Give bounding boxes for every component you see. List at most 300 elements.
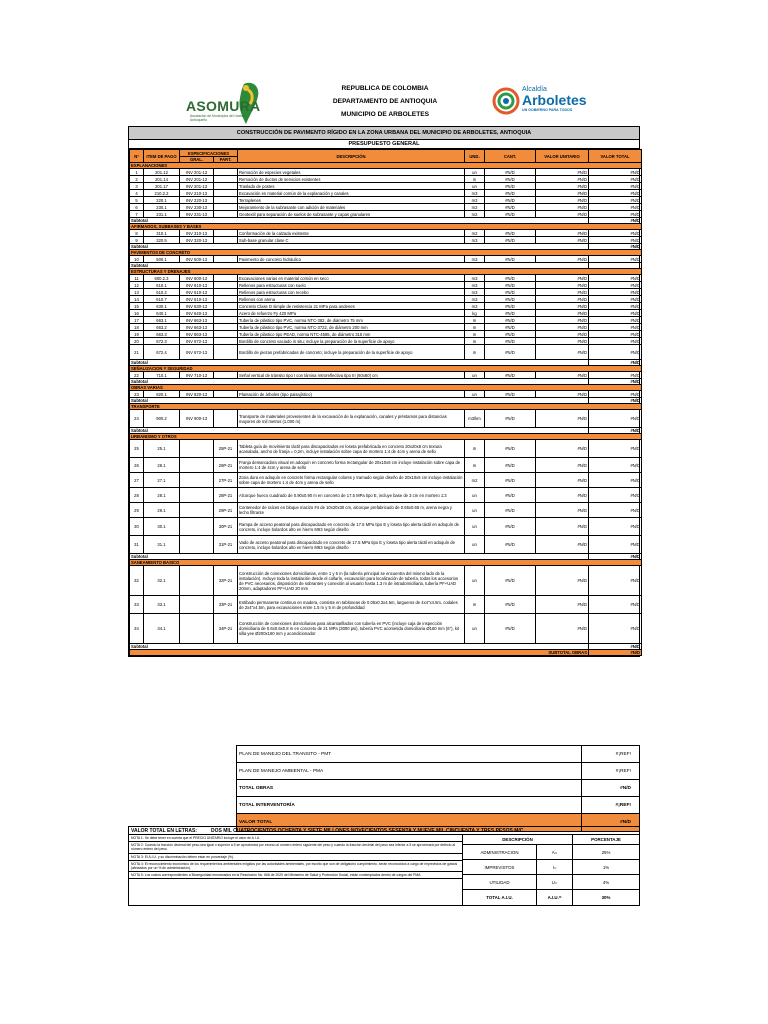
row-description: Bordillo de concreto vaciado in situ; incluye la preparación de la superficie de apoyo: [238, 338, 465, 345]
row-unit: m: [465, 345, 485, 360]
summary-row: [237, 797, 639, 814]
row-unit: m3: [465, 303, 485, 310]
note-item: NOTA 2: Cuando la fracción decimal del peso sea igual o superior a 5 se aproximará por exceso al número entero siguiente del peso y cuando la fracción decimal del peso sea inferior a 5 se aproximará por defecto al número entero del peso.: [129, 842, 462, 853]
row-spec-part: [214, 372, 238, 379]
row-item: 610.7: [144, 296, 180, 303]
table-row: [130, 317, 642, 324]
subtotal-value: #N/D: [589, 398, 642, 404]
row-total: #N/D: [589, 338, 642, 345]
aiu-symbol: I=: [537, 860, 573, 874]
row-unit-value: #N/D: [536, 458, 589, 473]
budget-sheet: [128, 126, 640, 657]
row-spec-part: [214, 338, 238, 345]
row-unit-value: #N/D: [536, 183, 589, 190]
row-unit-value: #N/D: [536, 410, 589, 428]
summary-value: #¡REF!: [615, 752, 631, 757]
note-item: NOTA 1: Se debe tener en cuenta que el PRECIO UNITARIO incluye el valor de A.I.U.: [129, 835, 462, 842]
row-unit: un: [465, 518, 485, 536]
row-quantity: #N/D: [485, 296, 536, 303]
row-unit: m2: [465, 230, 485, 237]
row-unit: m2: [465, 204, 485, 211]
row-number: 30: [130, 518, 144, 536]
row-total: #N/D: [589, 488, 642, 503]
row-item: 201.17: [144, 183, 180, 190]
row-unit: m3/km: [465, 410, 485, 428]
row-quantity: #N/D: [485, 410, 536, 428]
row-unit-value: #N/D: [536, 296, 589, 303]
row-description: Franja demarcadora visual en adoquín en concreto forma rectangular de 20x10x6 cm incluye instalación sobre capa de mortero 1:4 de 4cm y arena de sello: [238, 458, 465, 473]
row-unit-value: #N/D: [536, 289, 589, 296]
table-row: [130, 310, 642, 317]
row-unit-value: #N/D: [536, 372, 589, 379]
row-unit: m3: [465, 282, 485, 289]
row-total: #N/D: [589, 473, 642, 488]
row-unit-value: #N/D: [536, 204, 589, 211]
row-spec-gral: INV 600-13: [180, 275, 214, 282]
row-spec-gral: INV 663-13: [180, 317, 214, 324]
row-item: 672.4: [144, 345, 180, 360]
row-number: 4: [130, 190, 144, 197]
letters-text: DOS MIL CUATROCIENTOS OCHENTA Y SIETE MILLONES NOVECIENTOS SESENTA Y NUEVE MIL CINCUENTA Y TRES PESOS M/C: [211, 828, 524, 834]
table-row: [130, 372, 642, 379]
row-unit-value: #N/D: [536, 211, 589, 218]
row-item: 600.2.3: [144, 275, 180, 282]
row-quantity: #N/D: [485, 230, 536, 237]
row-total: #N/D: [589, 237, 642, 244]
table-row: [130, 289, 642, 296]
aiu-symbol: U=: [537, 875, 573, 889]
aiu-row: [463, 860, 639, 875]
aiu-symbol: A=: [537, 845, 573, 859]
row-item: 610.1: [144, 282, 180, 289]
arboletes-emblem-icon: [492, 86, 520, 116]
aiu-symbol: A.I.U.=: [537, 890, 573, 905]
row-number: 17: [130, 317, 144, 324]
row-description: Plantación de árboles (tipo paisajístico): [238, 391, 465, 398]
aiu-label: TOTAL A.I.U.: [463, 890, 537, 905]
table-row: [130, 614, 642, 644]
row-spec-part: [214, 310, 238, 317]
row-spec-part: 33P-21: [214, 596, 238, 614]
row-number: 13: [130, 289, 144, 296]
row-description: Rellenos para estructuras con recebo: [238, 289, 465, 296]
row-spec-part: [214, 317, 238, 324]
subtotal-value: #N/D: [589, 428, 642, 434]
row-quantity: #N/D: [485, 303, 536, 310]
subtotal-label: Subtotal: [130, 398, 589, 404]
table-row: [130, 303, 642, 310]
row-unit: m: [465, 176, 485, 183]
row-spec-part: [214, 275, 238, 282]
row-item: 32.1: [144, 566, 180, 596]
section-name: AFIRMADOS, SUBBASES Y BASES: [130, 224, 642, 230]
value-in-letters: [128, 826, 640, 834]
table-row: [130, 211, 642, 218]
row-spec-gral: [180, 614, 214, 644]
col-desc: DESCRIPCIÓN: [238, 150, 465, 163]
row-item: 34.1: [144, 614, 180, 644]
row-description: Rampa de acceso peatonal para discapacitado en concreto de 17.5 MPa tipo E y loseta tipo alerta táctil en adoquín de concreto, incluye bolardos alto en hierro M63 según diseño: [238, 518, 465, 536]
row-item: 26.1: [144, 458, 180, 473]
subtotal-value: #N/D: [589, 244, 642, 250]
row-unit: m3: [465, 289, 485, 296]
row-quantity: #N/D: [485, 197, 536, 204]
row-spec-part: [214, 237, 238, 244]
row-spec-gral: INV 900-13: [180, 410, 214, 428]
row-description: Señal vertical de tránsito tipo I con lámina retroreflectiva tipo III (60x60) cm: [238, 372, 465, 379]
row-description: Concreto Clase D simple de resistencia 21 MPa para andenes: [238, 303, 465, 310]
row-total: #N/D: [589, 503, 642, 518]
title-block: [320, 82, 450, 121]
row-spec-gral: INV 640-13: [180, 310, 214, 317]
row-number: 19: [130, 331, 144, 338]
row-spec-gral: INV 610-13: [180, 289, 214, 296]
table-row: [130, 345, 642, 360]
aiu-row: [463, 875, 639, 890]
row-spec-gral: [180, 473, 214, 488]
row-total: #N/D: [589, 289, 642, 296]
table-row: [130, 488, 642, 503]
row-total: #N/D: [589, 230, 642, 237]
row-unit-value: #N/D: [536, 197, 589, 204]
table-row: [130, 275, 642, 282]
asomura-logo: ASOMURA Asociación de Municipios del Urabá Antioqueño: [186, 80, 276, 126]
section-name: SEÑALIZACION Y SEGURIDAD: [130, 366, 642, 372]
subtotal-label: Subtotal: [130, 218, 589, 224]
row-quantity: #N/D: [485, 488, 536, 503]
row-number: 20: [130, 338, 144, 345]
subtotal-label: Subtotal: [130, 428, 589, 434]
row-spec-part: [214, 289, 238, 296]
row-spec-part: [214, 204, 238, 211]
summary-divider: [581, 797, 582, 813]
row-unit-value: #N/D: [536, 324, 589, 331]
row-spec-gral: INV 820-13: [180, 391, 214, 398]
row-spec-gral: INV 630-13: [180, 303, 214, 310]
row-spec-gral: INV 201-13: [180, 183, 214, 190]
summary-label: TOTAL INTERVENTORÍA: [239, 803, 295, 808]
row-spec-gral: INV 220-13: [180, 197, 214, 204]
row-quantity: #N/D: [485, 473, 536, 488]
row-unit-value: #N/D: [536, 237, 589, 244]
col-spec: ESPECIFICACIONES: [180, 150, 238, 157]
row-item: 663.2: [144, 324, 180, 331]
row-item: 201.12: [144, 169, 180, 176]
row-quantity: #N/D: [485, 391, 536, 398]
row-unit-value: #N/D: [536, 596, 589, 614]
row-description: Zona dura en adoquín en concreto forma rectangular colores y tramado según diseño de 20x10x6 cm incluye instalación sobre capa de mortero 1:4 de 4cm y arena de sello: [238, 473, 465, 488]
row-number: 15: [130, 303, 144, 310]
row-spec-gral: [180, 596, 214, 614]
row-item: 630.1: [144, 303, 180, 310]
aiu-head-pct: PORCENTAJE: [591, 837, 621, 842]
row-item: 29.1: [144, 503, 180, 518]
summary-divider: [581, 763, 582, 779]
subtotal-label: Subtotal: [130, 263, 589, 269]
table-row: [130, 503, 642, 518]
table-row: [130, 391, 642, 398]
row-unit-value: #N/D: [536, 176, 589, 183]
section-name: OBRAS VARIAS: [130, 385, 642, 391]
row-total: #N/D: [589, 391, 642, 398]
table-row: [130, 183, 642, 190]
row-item: 28.1: [144, 488, 180, 503]
row-unit: m3: [465, 237, 485, 244]
row-description: Rellenos para estructuras con suelo: [238, 282, 465, 289]
aiu-label: IMPREVISTOS: [463, 860, 537, 874]
row-quantity: #N/D: [485, 458, 536, 473]
row-unit-value: #N/D: [536, 473, 589, 488]
subtotal-label: Subtotal: [130, 244, 589, 250]
row-description: Excavación en material común de la explanación y canales: [238, 190, 465, 197]
row-item: 31.1: [144, 536, 180, 554]
row-unit-value: #N/D: [536, 391, 589, 398]
row-unit-value: #N/D: [536, 190, 589, 197]
note-item: NOTA 5: Los costos correspondientes a Bioseguridad enmarcados en la Resolución No. 666 de 2020 del Ministerio de Salud y Protección Social, están contemplados dentro de cargos del PMA.: [129, 872, 462, 879]
col-n: Nº: [130, 150, 144, 163]
table-row: [130, 473, 642, 488]
table-row: [130, 230, 642, 237]
subtotal-label: Subtotal: [130, 360, 589, 366]
table-row: [130, 518, 642, 536]
row-description: Tubería de plástico tipo PVC, norma NTC-3722, de diámetro 200 mm: [238, 324, 465, 331]
row-description: Tubería de plástico tipo PEAD, norma NTC-4585, de diámetro 315 mm: [238, 331, 465, 338]
row-unit: m2: [465, 211, 485, 218]
section-name: ESTRUCTURAS Y DRENAJES: [130, 269, 642, 275]
row-number: 10: [130, 256, 144, 263]
summary-label: PLAN DE MANEJO DEL TRANSITO - PMT: [239, 752, 332, 757]
table-row: [130, 197, 642, 204]
row-number: 34: [130, 614, 144, 644]
row-unit: m: [465, 458, 485, 473]
row-unit: un: [465, 536, 485, 554]
row-unit: un: [465, 169, 485, 176]
row-total: #N/D: [589, 211, 642, 218]
section-name: EXPLANACIONES: [130, 163, 642, 169]
summary-value: #N/D: [620, 786, 631, 791]
table-row: [130, 331, 642, 338]
row-unit: un: [465, 503, 485, 518]
row-total: #N/D: [589, 317, 642, 324]
row-total: #N/D: [589, 458, 642, 473]
row-total: #N/D: [589, 440, 642, 458]
row-item: 663.1: [144, 317, 180, 324]
notes-list: [129, 835, 463, 905]
budget-table: [129, 149, 642, 656]
row-quantity: #N/D: [485, 331, 536, 338]
country-title: REPUBLICA DE COLOMBIA: [341, 85, 429, 92]
aiu-head-desc: DESCRIPCIÓN: [463, 835, 573, 844]
row-description: Terraplenes: [238, 197, 465, 204]
row-unit: m3: [465, 197, 485, 204]
row-total: #N/D: [589, 282, 642, 289]
row-unit: m: [465, 317, 485, 324]
row-unit-value: #N/D: [536, 338, 589, 345]
row-quantity: #N/D: [485, 324, 536, 331]
row-item: 30.1: [144, 518, 180, 536]
aiu-percent: 1%: [602, 864, 610, 870]
row-unit-value: #N/D: [536, 440, 589, 458]
budget-title: PRESUPUESTO GENERAL: [129, 140, 639, 149]
section-name: TRANSPORTE: [130, 404, 642, 410]
row-number: 8: [130, 230, 144, 237]
summary-label: PLAN DE MANEJO AMBIENTAL - PMA: [239, 769, 324, 774]
row-unit: kg: [465, 310, 485, 317]
row-quantity: #N/D: [485, 237, 536, 244]
row-quantity: #N/D: [485, 256, 536, 263]
note-item: NOTA 3: El A.I.U. y su discriminación deben estar en porcentaje (%).: [129, 854, 462, 861]
aiu-table: [463, 835, 639, 905]
row-quantity: #N/D: [485, 310, 536, 317]
row-spec-part: [214, 169, 238, 176]
table-row: [130, 190, 642, 197]
row-quantity: #N/D: [485, 211, 536, 218]
row-item: 310.1: [144, 230, 180, 237]
row-unit-value: #N/D: [536, 614, 589, 644]
row-spec-gral: [180, 518, 214, 536]
aiu-header: [463, 835, 639, 845]
row-unit: m3: [465, 275, 485, 282]
row-number: 22: [130, 372, 144, 379]
table-row: [130, 440, 642, 458]
row-number: 23: [130, 391, 144, 398]
row-spec-part: [214, 282, 238, 289]
table-row: [130, 324, 642, 331]
row-description: Construcción de conexiones domiciliarias para alcantarillados con tubería en PVC (incluye caja de inspección domiciliaria de 0.6x0.6x0.8 m en concreto de 21 MPa (3000 psi), tubería PVC acometida domiciliaria Ø160 mm (6"), kit silla yee Ø200x160 mm y acondicionador: [238, 614, 465, 644]
row-spec-part: [214, 331, 238, 338]
row-item: 500.1: [144, 256, 180, 263]
table-row: [130, 536, 642, 554]
row-spec-gral: [180, 488, 214, 503]
row-unit: un: [465, 183, 485, 190]
aiu-percent: 4%: [602, 879, 610, 885]
subtotal-label: Subtotal: [130, 554, 589, 560]
row-number: 18: [130, 324, 144, 331]
row-unit-value: #N/D: [536, 331, 589, 338]
table-row: [130, 256, 642, 263]
row-number: 31: [130, 536, 144, 554]
row-unit-value: #N/D: [536, 256, 589, 263]
row-unit: un: [465, 566, 485, 596]
subtotal-obras-label: SUBTOTAL OBRAS: [130, 650, 589, 656]
subtotal-value: #N/D: [589, 218, 642, 224]
row-spec-part: [214, 324, 238, 331]
table-row: [130, 169, 642, 176]
row-unit: m: [465, 338, 485, 345]
row-number: 5: [130, 197, 144, 204]
section-name: PAVIMENTOS DE CONCRETO: [130, 250, 642, 256]
row-spec-part: 26P-21: [214, 458, 238, 473]
row-unit: m3: [465, 296, 485, 303]
row-spec-part: 27P-21: [214, 473, 238, 488]
row-item: 710.1: [144, 372, 180, 379]
row-unit-value: #N/D: [536, 303, 589, 310]
row-number: 6: [130, 204, 144, 211]
row-unit: m: [465, 324, 485, 331]
row-quantity: #N/D: [485, 204, 536, 211]
row-description: Remoción de especies vegetales: [238, 169, 465, 176]
table-row: [130, 296, 642, 303]
row-quantity: #N/D: [485, 169, 536, 176]
row-unit-value: #N/D: [536, 518, 589, 536]
row-spec-part: 31P-21: [214, 536, 238, 554]
row-number: 25: [130, 440, 144, 458]
summary-value: #¡REF!: [615, 803, 631, 808]
row-number: 16: [130, 310, 144, 317]
row-quantity: #N/D: [485, 596, 536, 614]
row-number: 29: [130, 503, 144, 518]
department-title: DEPARTAMENTO DE ANTIOQUIA: [332, 98, 438, 105]
row-unit-value: #N/D: [536, 488, 589, 503]
row-spec-part: 29P-21: [214, 503, 238, 518]
row-quantity: #N/D: [485, 317, 536, 324]
row-item: 33.1: [144, 596, 180, 614]
row-description: Vado de acceso peatonal para discapacitado en concreto de 17.5 MPa tipo E y loseta tipo alerta táctil en adoquín de concreto, incluye bolardos alto en hierro M63 según diseño: [238, 536, 465, 554]
row-quantity: #N/D: [485, 372, 536, 379]
row-item: 231.1: [144, 211, 180, 218]
arboletes-logo: Alcaldía Arboletes UN GOBIERNO PARA TODOS: [492, 86, 612, 116]
aiu-label: ADMINISTRACION: [463, 845, 537, 859]
row-description: Entibado permanente continuo en madera, consiste en tabloneas de 0.05x0.3x4.5m, largueros de 4x4"x4.5m, codales de 2x4"x4.5m, para excavaciones entre 1.5 m y 5 m de profundidad: [238, 596, 465, 614]
table-row: [130, 410, 642, 428]
row-spec-part: [214, 190, 238, 197]
table-row: [130, 458, 642, 473]
summary-table: [236, 745, 640, 832]
row-description: Excavaciones varias en material común en seco: [238, 275, 465, 282]
row-spec-gral: INV 230-13: [180, 204, 214, 211]
col-part: PART.: [214, 157, 238, 163]
row-total: #N/D: [589, 566, 642, 596]
row-description: Pavimento de concreto hidráulico: [238, 256, 465, 263]
row-unit-value: #N/D: [536, 169, 589, 176]
summary-value: #N/D: [620, 820, 631, 825]
row-description: Alcorque hueco cuadrado de 0.90x0.90 m en concreto de 17.5 MPa tipo E, incluye base de 3 cm en mortero 1:3: [238, 488, 465, 503]
row-total: #N/D: [589, 204, 642, 211]
summary-label: VALOR TOTAL: [239, 820, 273, 825]
row-spec-gral: INV 320-13: [180, 237, 214, 244]
subtotal-value: #N/D: [589, 644, 642, 650]
row-quantity: #N/D: [485, 440, 536, 458]
row-quantity: #N/D: [485, 183, 536, 190]
row-item: 672.3: [144, 338, 180, 345]
row-quantity: #N/D: [485, 282, 536, 289]
row-unit-value: #N/D: [536, 566, 589, 596]
row-total: #N/D: [589, 183, 642, 190]
row-number: 24: [130, 410, 144, 428]
row-total: #N/D: [589, 169, 642, 176]
row-description: Tableta guía de movimiento táctil para discapacitados en loseta prefabricada en concreto 20x20x6 cm textura acanalada, ancho de franja = 0,2m, incluye instalación sobre capa de mortero 1:4 de 4cm y arena de sello: [238, 440, 465, 458]
row-unit: un: [465, 391, 485, 398]
table-row: [130, 566, 642, 596]
row-number: 32: [130, 566, 144, 596]
project-title: CONSTRUCCIÓN DE PAVIMENTO RÍGIDO EN LA ZONA URBANA DEL MUNICIPIO DE ARBOLETES, ANTIOQUIA: [129, 127, 639, 140]
row-unit: m: [465, 440, 485, 458]
row-total: #N/D: [589, 303, 642, 310]
document-header: [128, 74, 640, 126]
row-unit: m3: [465, 190, 485, 197]
aiu-row: [463, 890, 639, 905]
row-total: #N/D: [589, 331, 642, 338]
row-spec-part: 30P-21: [214, 518, 238, 536]
subtotal-obras-row: [130, 650, 642, 656]
col-total: VALOR TOTAL: [589, 150, 642, 163]
aiu-percent: 25%: [601, 849, 611, 855]
row-unit-value: #N/D: [536, 317, 589, 324]
row-total: #N/D: [589, 345, 642, 360]
row-description: Conformación de la calzada existente: [238, 230, 465, 237]
table-row: [130, 204, 642, 211]
row-quantity: #N/D: [485, 345, 536, 360]
